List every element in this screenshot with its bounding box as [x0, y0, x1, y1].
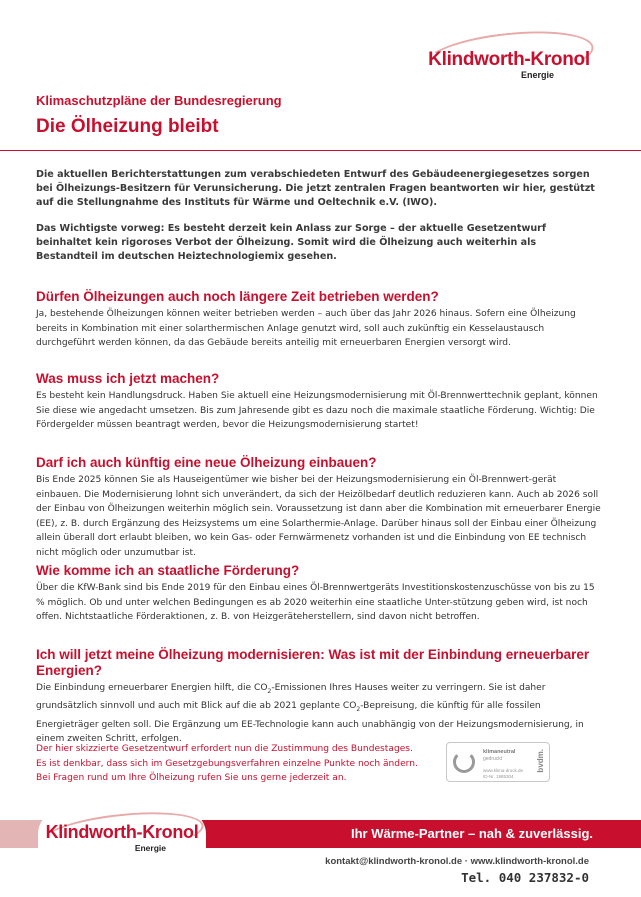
closing-note	[36, 742, 436, 786]
note-line: Der hier skizzierte Gesetzentwurf erfordert nun die Zustimmung des Bundestages.	[36, 744, 413, 754]
section-body: Ja, bestehende Ölheizungen können weiter betrieben werden – auch über das Jahr 2026 hinaus. Sofern eine Ölheizung bereits in Kombination mit einer solarthermischen Anlage genutzt wird, soll auch zukünftig ein Kesselaustausch durchgeführt werden können, da das Gebäude bereits anteilig mit erneuerbaren Energien versorgt wird.	[36, 309, 576, 349]
page-title: Die Ölheizung bleibt	[36, 116, 219, 137]
footer-logo	[38, 810, 206, 860]
body-text: -Bepreisung, die künftig für alle fossilen Energieträger gelten soll. Die Ergänzung um EE-Technologie kann auch unabhängig von der Heizungsmodernisierung, in einem zweiten Schritt, erfolgen.	[36, 701, 584, 745]
stamp-text: www.klima-druck.de	[483, 768, 524, 773]
logo-sub: Energie	[134, 843, 166, 853]
faq-section	[36, 563, 604, 625]
faq-section	[36, 371, 604, 433]
kicker: Klimaschutzpläne der Bundesregierung	[36, 93, 282, 108]
stamp-text: gedruckt	[483, 756, 503, 762]
faq-section	[36, 289, 604, 351]
phone-number: Tel. 040 237832-0	[461, 870, 589, 885]
section-body	[36, 681, 604, 747]
stamp-text: klimaneutral	[483, 749, 516, 755]
stamp-text: ID-Nr. 1985304	[483, 774, 514, 779]
footer-slogan: Ihr Wärme-Partner – nah & zuverlässig.	[350, 826, 593, 841]
section-heading: Was muss ich jetzt machen?	[36, 371, 220, 386]
body-text: -Emissionen Ihres Hauses weiter zu verringern. Sie ist daher grundsätzlich sinnvoll und auch mit Blick auf die ab 2021 geplante CO	[36, 683, 546, 712]
section-body: Bis Ende 2025 können Sie als Hauseigentümer wie bisher bei der Heizungsmodernisierung ein Öl-Brennwert-gerät einbauen. Die Modernisierung lohnt sich unverändert, da sich der Heizölbedarf deutlich reduzieren kann. Auch ab 2026 soll der Einbau von Ölheizungen weiterhin möglich sein. Voraussetzung ist dann aber die Kombination mit erneuerbarer Energie (EE), z. B. durch Ergänzung des Heizsystems um eine Solarthermie-Anlage. Darüber hinaus soll der Einbau einer Ölheizung allein überall dort erlaubt bleiben, wo kein Gas- oder Fernwärmenetz vorhanden ist und die Einbindung von EE technisch nicht möglich oder unzumutbar ist.	[36, 475, 601, 558]
subscript: 2	[267, 687, 272, 695]
logo-sub: Energie	[520, 70, 554, 80]
faq-section	[36, 455, 604, 561]
climate-neutral-stamp	[446, 742, 550, 782]
note-line: Bei Fragen rund um Ihre Ölheizung rufen Sie uns gerne jederzeit an.	[36, 773, 347, 784]
stamp-icon	[453, 751, 475, 773]
section-heading: Ich will jetzt meine Ölheizung modernisieren: Was ist mit der Einbindung erneuerbarer Energien?	[36, 647, 590, 678]
note-line: Es ist denkbar, dass sich im Gesetzgebungsverfahren einzelne Punkte noch ändern.	[36, 758, 418, 769]
brand-logo	[424, 33, 594, 83]
logo-name: Klindworth-Kronol	[428, 49, 590, 70]
section-heading: Wie komme ich an staatliche Förderung?	[36, 563, 300, 578]
section-body: Über die KfW-Bank sind bis Ende 2019 für den Einbau eines Öl-Brennwertgeräts Investitionskostenzuschüsse von bis zu 15 % möglich. Ob und unter welchen Bedingungen es ab 2020 weiterhin eine staatliche Unter-stützung geben wird, ist noch offen. Nichtstaatliche Förderaktionen, z. B. von Heizgeräteherstellern, sind davon nicht betroffen.	[36, 583, 595, 623]
subscript: 2	[356, 706, 361, 714]
section-heading: Dürfen Ölheizungen auch noch längere Zeit betrieben werden?	[36, 289, 439, 304]
stamp-mark: bvdm.	[536, 749, 545, 773]
body-text: Die Einbindung erneuerbarer Energien hilft, die CO	[36, 683, 268, 693]
section-body: Es besteht kein Handlungsdruck. Haben Sie aktuell eine Heizungsmodernisierung mit Öl-Brennwerttechnik geplant, können Sie diese wie angedacht umsetzen. Bis zum Jahresende gibt es dazu noch die maximale staatliche Förderung. Wichtig: Die Fördergelder müssen beantragt werden, bevor die Heizungsmodernisierung startet!	[36, 391, 598, 431]
contact-line: kontakt@klindworth-kronol.de · www.klindworth-kronol.de	[325, 856, 589, 867]
faq-section	[36, 647, 604, 747]
intro-paragraph: Die aktuellen Berichterstattungen zum verabschiedeten Entwurf des Gebäudeenergiegesetzes sorgen bei Ölheizungs-Besitzern für Verunsicherung. Die jetzt zentralen Fragen beantworten wir hier, gestützt auf die Stellungnahme des Instituts für Wärme und Oeltechnik e.V. (IWO).	[36, 169, 595, 209]
divider	[0, 150, 641, 151]
intro-paragraph: Das Wichtigste vorweg: Es besteht derzeit kein Anlass zur Sorge – der aktuelle Gesetzentwurf beinhaltet kein rigoroses Verbot der Ölheizung. Somit wird die Ölheizung auch weiterhin als Bestandteil im deutschen Heiztechnologiemix gesehen.	[36, 223, 547, 263]
logo-name: Klindworth-Kronol	[45, 822, 199, 842]
section-heading: Darf ich auch künftig eine neue Ölheizung einbauen?	[36, 455, 377, 470]
